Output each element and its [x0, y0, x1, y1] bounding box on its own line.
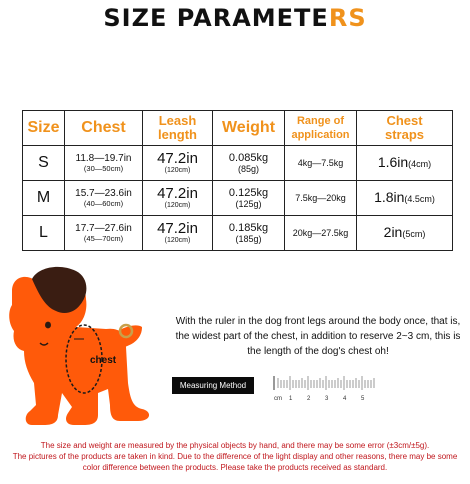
weight-cell: 0.085kg (85g)	[213, 146, 285, 181]
header-leash: Leash length	[143, 111, 213, 146]
table-row	[23, 146, 453, 181]
dog-measuring-illustration	[2, 265, 182, 430]
size-cell: L	[23, 216, 65, 251]
ruler-tick-label: 5	[361, 396, 365, 402]
dog-illustration	[2, 265, 182, 430]
range-cell: 20kg—27.5kg	[285, 216, 357, 251]
range-cell: 4kg—7.5kg	[285, 146, 357, 181]
ruler-tick-label: 1	[289, 396, 293, 402]
strap-cell: 1.6in(4cm)	[357, 146, 453, 181]
disclaimer-line-1: The size and weight are measured by the physical objects by hand, and there may be some error (±3cm/±5g).	[40, 441, 430, 450]
page-title: SIZE PARAMETERS	[103, 4, 367, 32]
measuring-note: With the ruler in the dog front legs around the body once, that is, the widest part of the chest, in addition to reserve 2~3 cm, this is the length of the dog's chest oh!	[175, 316, 461, 357]
ruler-tick-label: 2	[307, 396, 311, 402]
ruler-ticks	[278, 376, 374, 390]
chest-cell: 17.7—27.6in (45—70cm)	[65, 216, 143, 251]
table-row	[23, 216, 453, 251]
ruler-icon	[270, 372, 382, 408]
weight-cell: 0.125kg (125g)	[213, 181, 285, 216]
measuring-method-label: Measuring Method	[172, 377, 254, 394]
table-header-row	[23, 111, 453, 146]
size-cell: M	[23, 181, 65, 216]
ruler-unit: cm	[274, 396, 282, 402]
strap-cell: 1.8in(4.5cm)	[357, 181, 453, 216]
leash-cell: 47.2in (120cm)	[143, 146, 213, 181]
chest-cell: 11.8—19.7in (30—50cm)	[65, 146, 143, 181]
weight-cell: 0.185kg (185g)	[213, 216, 285, 251]
size-cell: S	[23, 146, 65, 181]
header-range: Range of application	[285, 111, 357, 146]
size-table	[22, 110, 453, 251]
header-chest-straps: Chest straps	[357, 111, 453, 146]
header-size: Size	[23, 111, 65, 146]
chest-label: chest	[90, 355, 117, 366]
ruler-tick-label: 4	[343, 396, 347, 402]
disclaimer-footer	[4, 440, 466, 473]
ruler-tick-label: 3	[325, 396, 329, 402]
disclaimer-line-2: The pictures of the products are taken in kind. Due to the difference of the light display and other reasons, there may be some color difference between the products. Please take the products received as standard.	[12, 452, 458, 472]
table-row	[23, 181, 453, 216]
range-cell: 7.5kg—20kg	[285, 181, 357, 216]
strap-cell: 2in(5cm)	[357, 216, 453, 251]
chest-cell: 15.7—23.6in (40—60cm)	[65, 181, 143, 216]
header-weight: Weight	[213, 111, 285, 146]
leash-cell: 47.2in (120cm)	[143, 216, 213, 251]
header-chest: Chest	[65, 111, 143, 146]
leash-cell: 47.2in (120cm)	[143, 181, 213, 216]
dog-eye	[45, 322, 51, 329]
